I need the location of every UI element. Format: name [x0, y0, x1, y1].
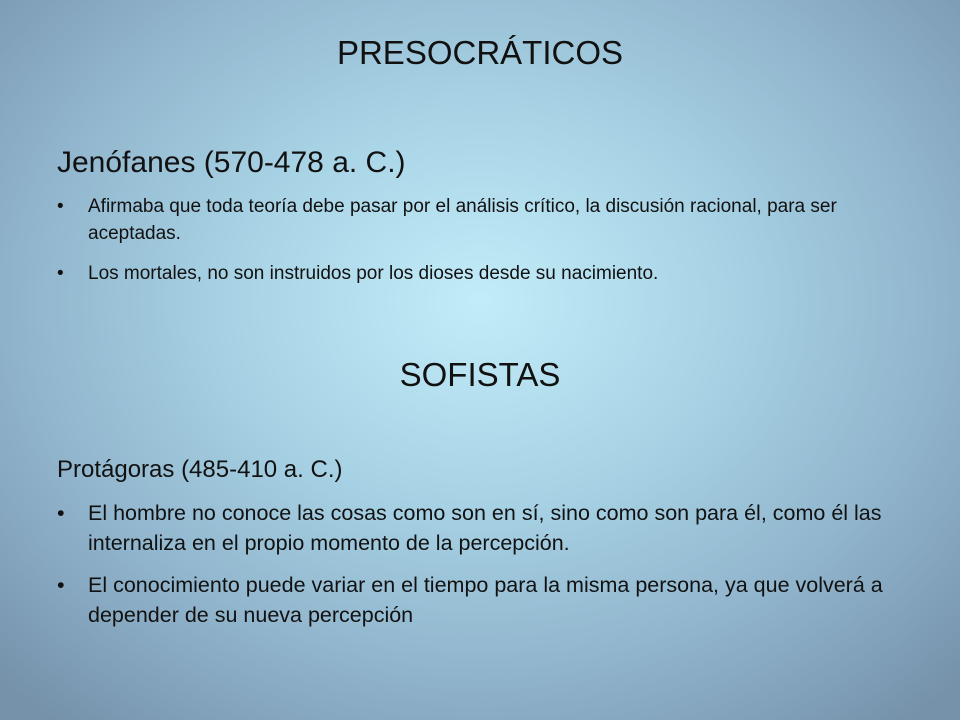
philosopher-heading-jenofanes: Jenófanes (570-478 a. C.) [57, 146, 406, 179]
philosopher-heading-protagoras: Protágoras (485-410 a. C.) [57, 456, 343, 483]
bullet-marker: • [57, 501, 65, 525]
bullet-list-protagoras [57, 498, 907, 642]
section-heading-presocraticos: PRESOCRÁTICOS [336, 34, 624, 71]
bullet-text: El conocimiento puede variar en el tiempo para la misma persona, ya que volverá a depender de su nueva percepción [88, 573, 883, 627]
list-item [57, 570, 907, 630]
section-heading-sofistas: SOFISTAS [399, 356, 561, 393]
bullet-list-jenofanes [57, 193, 907, 300]
bullet-marker: • [57, 573, 65, 597]
list-item [57, 193, 907, 247]
list-item [57, 498, 907, 558]
bullet-text: El hombre no conoce las cosas como son en sí, sino como son para él, como él las internaliza en el propio momento de la percepción. [88, 501, 882, 555]
bullet-marker: • [57, 263, 64, 284]
bullet-text: Afirmaba que toda teoría debe pasar por el análisis crítico, la discusión racional, para ser aceptadas. [88, 196, 837, 244]
bullet-marker: • [57, 196, 64, 217]
bullet-text: Los mortales, no son instruidos por los dioses desde su nacimiento. [88, 263, 659, 284]
list-item [57, 260, 907, 287]
